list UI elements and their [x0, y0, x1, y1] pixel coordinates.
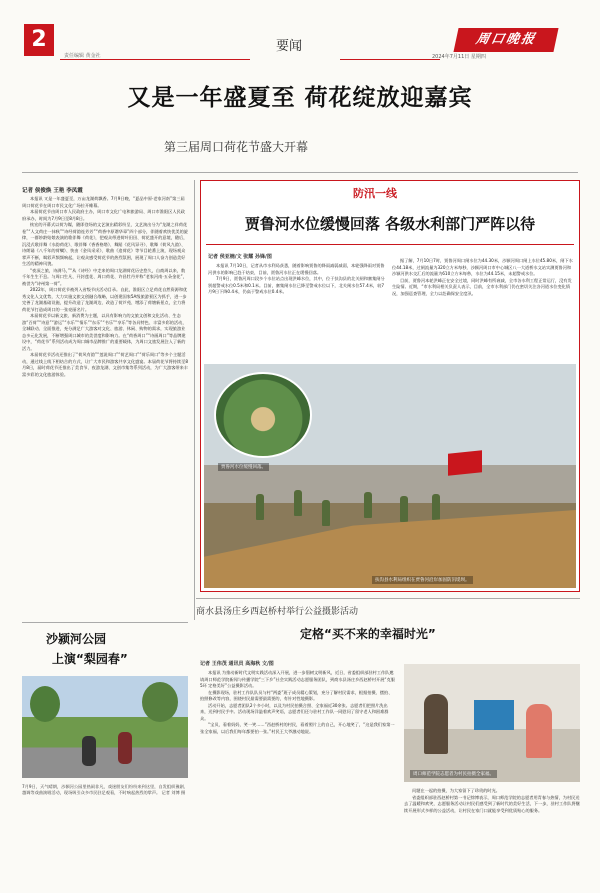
charity-byline: 记者 王伟茂 通讯员 高海秋 文/图: [200, 661, 274, 667]
lead-paragraph: 本届荷花节活动还推出了“荷风有韵”“莲说周口”“荷艺周口”“荷乐周口”等多个主题活动，通过线上线下相结合的方式，让广大市民和游客共享文化盛宴。本届荷花节将持续至8月8日，届时荷花节还推出了美食节、夜游龙湖、文创市集等系列活动，为广大游客带来丰富多彩的文化旅游体验。: [22, 352, 188, 377]
charity-paragraph: “宝贝，看着妈妈，笑一笑……”西赵桥村的村民，看着照片上的自己，开心地笑了，“这是我们家第一张全家福，以后我们每年都要拍一张。”村民王大爷激动地说。: [200, 722, 395, 734]
flood-paragraph: 本报讯 7月10日，记者从市水利局获悉，随着影响贾鲁的降雨减弱减弱，本轮强降雨对贾鲁河供水的影响已趋于结束，目前，贾鲁河水位正在缓慢回落。: [208, 263, 385, 275]
park-headline-line1: 沙颍河公园: [46, 632, 107, 646]
lead-paragraph: 2022年，周口荷花节被列入省级节庆活动目录。自此，淮阳区立足荷花自然资源和优秀文化人文优势，大力实施文旅文创融合战略，以创建国家5A级旅游景区为抓手，进一步完善了龙湖基础设施，提升改造了龙湖周边、改造了荷芦苑、增添了荷塘新景点，全力将荷花节打造成周口的一张亮丽名片。: [22, 287, 188, 312]
charity-paragraph: 问题在一起的拍摄，为大家留下了珍贵的时光。: [412, 788, 500, 793]
lead-article-body: [22, 196, 188, 378]
charity-photo-caption: 周口师范学院志愿者为村民拍摄全家福。: [410, 770, 497, 778]
soldier-figure: [432, 494, 440, 520]
aerial-inset-photo: [214, 372, 312, 458]
person-figure: [118, 732, 132, 764]
flood-headline: 贾鲁河水位缓慢回落 各级水利部门严阵以待: [244, 215, 536, 233]
page-number-badge: 2: [24, 24, 54, 56]
park-caption-text: 7月9日，天气晴朗，沙颍河公园里热闹非凡，戏迷朋友们纷纷来到这里，自发组织豫剧、越调等戏曲演唱活动，现场吸引众多市民驻足观看，不时响起热烈的掌声。: [22, 784, 188, 796]
lead-headline: 又是一年盛夏至 荷花绽放迎嘉宾: [127, 85, 473, 111]
lead-paragraph: 本报讯 又是一年盛夏至，万亩龙湖荷飘香。7月9日晚，“夏品中原·老家河南”第三届周口荷花节在周口市民文化广场拉开帷幕。: [22, 196, 185, 208]
person-figure: [526, 704, 552, 758]
charity-column-right: [404, 788, 580, 814]
lead-subheadline: 第三届周口荷花节盛大开幕: [164, 140, 309, 154]
flood-paragraph: 据了解，7月10日7时，贾鲁河周口闸水位为44.30米，沙颍河周口闸上水位45.80米，闸下水位44.18米，过闸流量为320立方米每秒，沙颍河周口市中心城区八一大道桥水文站实测贾鲁河和沙颍河供水交汇后的流量为610立方米每秒，水位为44.15米，未超警戒水位。: [392, 258, 573, 276]
tree-shape: [142, 682, 178, 722]
lead-paragraph: “夜深之旅，诗满马，”“从《诗经》中走来的周口龙湖荷花历史悠久，自商周以来，数千年生生不息。与周口生凡、开封莲花、周口荷花、许昌牡丹并称“老家河南·五朵金花”，被誉为“诗州第一荷”。: [22, 267, 187, 286]
soldier-figure: [400, 496, 408, 522]
charity-paragraph: 省委组织部驻西赵桥村第一书记徐博表示，周口师范学院的志愿者用青春与热情，为村民送去了温暖和欢笑，志愿服务活动让村民们感受到了新时代的美好生活，下一步，驻村工作队将继续开展形式多样的公益活动，让村民在家门口就能享受到优质贴心的服务。: [404, 794, 580, 813]
soldier-figure: [294, 490, 302, 516]
lead-paragraph: 本届荷花节以新文旅、新消费为主题，以具有影响力的文旅文创和文化活动、生态游“百荷”“诗意”“游运”“水乐”“情乐”“东乐”“书乐”“享乐”等各具特色、丰富多彩的活动，全城联动、全面推进，充分满足广大游客对文化、旅游、休闲、购物的需求，实现旅游业态多元化发展，不断增强周口城市的美誉度和影响力。在“荷香周口”“诗画周口”等品牌建设中，“荷花节”系列活动成为周口城市品牌推广的重要载体，为周口文旅发展注入了新的活力。: [22, 313, 187, 351]
header-rule-left: [60, 59, 250, 60]
soldier-figure: [256, 494, 264, 520]
flood-section-tag: 防汛一线: [353, 187, 397, 200]
park-credit: 记者 刘博 摄: [161, 790, 186, 796]
lead-divider: [22, 172, 578, 173]
lead-paragraph: 恢宏的开幕式以荷为媒，随即登场的文艺演出精彩纷呈，文艺演出分为“龙湖之祥荷花卷”“人文荷庄一抹秋”“诗经荷韵连芳芳”“荷香中原谱华章”四个部分，伴随着欢快优美的旋律，一群妙龄姑娘表演的歌伴舞《荷花》，把观众带进荷叶田田、荷花盛开的意境，随后，沉浸式歌伴舞《水韵荷花》、歌伴舞《香香格塔》、舞蹈《花风异寻》、歌舞《荷风九韵》、诗朗诵《八千年的荷嘱》、快由《金凤采采》、歌曲《追荷花》等节目轮番上演，现场观众掌声不断，喝彩声频频响起，让观众感受荷花节的热烈氛围，展现了周口人奋力创造美好生活的精神风貌。: [22, 222, 188, 266]
charity-column-left: [200, 670, 396, 735]
tree-shape: [30, 686, 60, 722]
lead-byline: 记者 侯俊焕 王艳 李凤霞: [22, 188, 83, 194]
charity-divider: [196, 598, 580, 599]
issue-date: 2024年7月11日 星期四: [432, 54, 486, 60]
person-figure: [424, 694, 448, 754]
soldier-figure: [322, 500, 330, 526]
flood-column-left: [208, 263, 386, 296]
editor-line: 责任编辑 黄金社: [64, 53, 101, 59]
newspaper-logo: 周口晚报: [453, 28, 558, 52]
red-flag: [448, 450, 482, 476]
park-photo: [22, 676, 188, 778]
person-figure: [82, 736, 96, 766]
camera-backdrop: [474, 700, 514, 730]
lead-paragraph: 本届荷花节由周口市人民政府主办，周口市文化广电和旅游局、周口市淮阳区人民政府承办，时间为7月9日至8月8日。: [22, 209, 185, 221]
flood-paragraph: 目前，贾鲁河本轮洪峰正在安全过境，同时洪峰有所衰减，全市各水利工程正常运行，没有发生险情。近期，“市水利局相关负责人表示，目前，全市水利部门仍在密切关注各河道水位变化情况，加强巡查管理，全力以赴确保安全度汛。: [392, 277, 572, 296]
park-caption: [22, 784, 188, 797]
header-rule-right: [340, 59, 440, 60]
charity-headline: 定格“买不来的幸福时光”: [300, 627, 436, 641]
flood-title-rule: [206, 244, 574, 245]
charity-kicker: 商水县汤庄乡西赵桥村举行公益摄影活动: [196, 607, 359, 617]
inset-caption: 贾鲁河水位缓慢回落。: [218, 463, 269, 471]
flood-paragraph: 7月9日，贾鲁河周口段多个水位站点出现洪峰水位，其中，位于扶沟县的北关闸和寨集闸分别超警戒水位0.5米和0.1米。目前，寨集闸水位已降至警戒水位以下，北关闸水位57.4米，较7月9日下降0.4米，仍高于警戒水位0.4米。: [208, 276, 385, 294]
charity-paragraph: 本报讯 为推动新时代文明实践活动深入开展，进一步倡树文明新风，近日，省委组织部驻村工作队邀请周口师范学院新闻与传播学院“三下乡”社会实践活动志愿服务团队，到商水县汤庄乡西赵桥村开展“克服5环 定格美好”公益摄影活动。: [200, 670, 395, 688]
flood-photo-caption: 扶沟县水利局组织在贾鲁河沿岸加固防汛堤坝。: [372, 576, 473, 584]
charity-paragraph: 活动开始，志愿者团队2个多小时，以及为村民拍摄合照、全家福近30余张。志愿者们把照片洗出来，送到村民手中。活动现场洋溢着欢声笑语，志愿者们还与驻村工作队一同慰问了留守老人和困难群众。: [200, 702, 389, 721]
charity-paragraph: 在摄影现场，驻村工作队队员与村“两委”班子成员精心策划，充分了解村民需求，根据拍摄、摆拍、拍照修改等内容，围绕村民最需要最需要的，有针对性地摄影。: [200, 689, 393, 701]
column-divider: [194, 180, 195, 620]
park-divider: [22, 622, 188, 623]
section-label: 要闻: [276, 39, 303, 54]
park-headline-line2: 上演“梨园春”: [52, 652, 128, 666]
charity-photo: [404, 664, 580, 782]
flood-column-right: [392, 258, 574, 297]
soldier-figure: [364, 492, 372, 518]
flood-byline: 记者 侯亚楠/文 张耀 孙锋/图: [208, 254, 272, 260]
